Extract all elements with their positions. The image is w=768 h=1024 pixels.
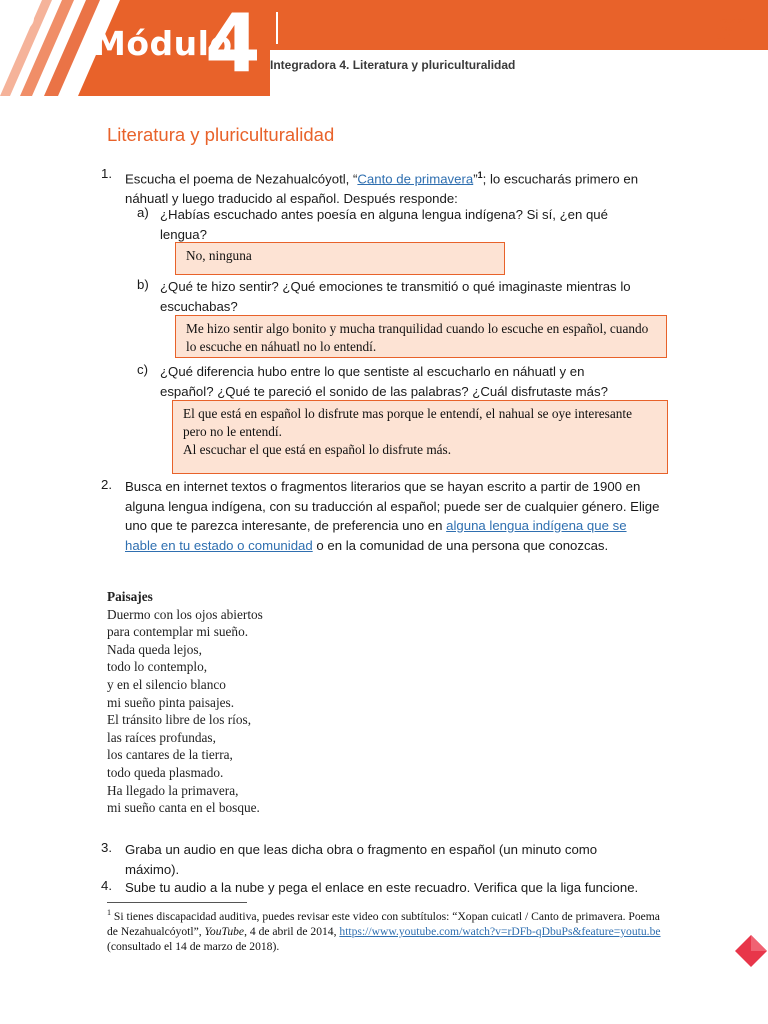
- q1b-letter: b): [137, 277, 149, 292]
- q2-text: Busca en internet textos o fragmentos literarios que se hayan escrito a partir de 1900 en alguna lengua indígena, con su traducción al español; puede ser de cualquier género. Elige uno que te parezca interesante, de preferencia uno en alguna lengua indígena que se hable en tu estado o comunidad o en la comunidad de una persona que conozcas.: [125, 479, 660, 553]
- lengua-indigena-link[interactable]: alguna lengua indígena que se hable en tu estado o comunidad: [125, 518, 627, 553]
- poem-line: todo lo contemplo,: [107, 659, 208, 675]
- answer-box-a[interactable]: No, ninguna: [175, 242, 505, 275]
- poem-line: Nada queda lejos,: [107, 641, 202, 657]
- prepa-en-linea-logo-icon: [0, 0, 42, 34]
- q4-text: Sube tu audio a la nube y pega el enlace en este recuadro. Verifica que la liga funcione.: [125, 880, 639, 895]
- module-header: [0, 0, 768, 96]
- module-number: 4: [205, 0, 261, 90]
- footnote-separator: [107, 902, 247, 903]
- q2-number: 2.: [101, 477, 112, 492]
- q1-number: 1.: [101, 166, 112, 181]
- section-title: Literatura y pluriculturalidad: [107, 124, 335, 145]
- footnote-ref[interactable]: 1: [477, 170, 483, 180]
- poem-line: los cantares de la tierra,: [107, 747, 233, 763]
- logo-text: Prepa en línea SEP: [716, 18, 746, 41]
- poem-line: El tránsito libre de los ríos,: [107, 712, 252, 728]
- module-label: Módulo: [93, 24, 233, 63]
- answer-box-b[interactable]: Me hizo sentir algo bonito y mucha tranquilidad cuando lo escuche en español, cuando lo escuche en náhuatl no lo entendí.: [175, 315, 667, 358]
- poem-line: mi sueño canta en el bosque.: [107, 800, 260, 816]
- poem-line: mi sueño pinta paisajes.: [107, 694, 235, 710]
- poem-line: Ha llegado la primavera,: [107, 782, 239, 798]
- youtube-url-link[interactable]: https://www.youtube.com/watch?v=rDFb-qDbuPs&feature=youtu.be: [339, 925, 661, 939]
- header-separator: [276, 12, 278, 44]
- poem-line: las raíces profundas,: [107, 729, 216, 745]
- q3-number: 3.: [101, 840, 112, 855]
- q1c-letter: c): [137, 362, 148, 377]
- footnote: $^1$ Si tienes discapacidad auditiva, puedes revisar este video con subtítulos: “Xopan cuicatl / Canto de primavera. Poema de Nezahualcóyotl”, YouTube, 4 de abril de 2014, https://www.youtube.com/watch?v=rDFb-qDbuPs&feature=youtu.be(consultado el 14 de marzo de 2018).: [107, 908, 661, 954]
- q1c-text: ¿Qué diferencia hubo entre lo que sentiste al escucharlo en náhuatl y en español? ¿Qué te pareció el sonido de las palabras? ¿Cuál disfrutaste más?: [160, 364, 608, 399]
- q4-number: 4.: [101, 878, 112, 893]
- decorative-diamond-icon: [734, 934, 768, 968]
- poem-line: todo queda plasmado.: [107, 764, 224, 780]
- activity-title: Integradora 4. Literatura y pluriculturalidad: [270, 58, 516, 72]
- poem-line: Duermo con los ojos abiertos: [107, 606, 263, 622]
- canto-de-primavera-link[interactable]: Canto de primavera: [357, 171, 474, 187]
- poem-title: Paisajes: [107, 589, 153, 604]
- answer-box-c[interactable]: El que está en español lo disfrute mas porque le entendí, el nahual se oye interesante pero no le entendí. Al escuchar el que está en español lo disfrute más.: [172, 400, 668, 474]
- poem-line: para contemplar mi sueño.: [107, 624, 249, 640]
- poem: [107, 588, 263, 817]
- q1-text: Escucha el poema de Nezahualcóyotl, “Canto de primavera”$^1$; lo escucharás primero en náhuatl y luego traducido al español. Después responde:: [125, 170, 639, 206]
- q1a-letter: a): [137, 205, 149, 220]
- q1a-text: ¿Habías escuchado antes poesía en alguna lengua indígena? Si sí, ¿en qué lengua?: [160, 207, 608, 242]
- poem-line: y en el silencio blanco: [107, 676, 226, 692]
- q1b-text: ¿Qué te hizo sentir? ¿Qué emociones te transmitió o qué imaginaste mientras lo escuchabas?: [160, 279, 631, 314]
- q3-text: Graba un audio en que leas dicha obra o fragmento en español (un minuto como máximo).: [125, 842, 598, 877]
